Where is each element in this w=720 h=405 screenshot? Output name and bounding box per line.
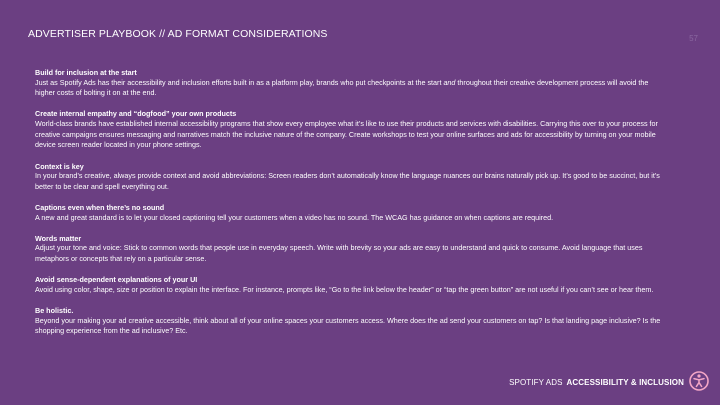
section-be-holistic bbox=[35, 306, 663, 337]
section-heading: Create internal empathy and “dogfood” your own products bbox=[35, 109, 237, 119]
section-internal-empathy bbox=[35, 109, 663, 150]
section-body: Just as Spotify Ads has their accessibility and inclusion efforts built in as a platform play, brands who put checkpoints at the start and throughout their creative development process will avoid the higher costs of bolting it on at the end. bbox=[35, 77, 649, 98]
section-heading: Build for inclusion at the start bbox=[35, 68, 137, 77]
footer-brand-prefix: SPOTIFY ADS bbox=[509, 378, 563, 387]
section-sense-dependent bbox=[35, 275, 663, 295]
section-words-matter bbox=[35, 234, 663, 265]
content-body bbox=[35, 68, 663, 348]
section-heading: Be holistic. bbox=[35, 306, 74, 316]
section-body: World-class brands have established internal accessibility programs that show every employee what it’s like to use their products and services with disabilities. Carrying this over to your process for creative campaigns ensures messaging and narratives match the inclusive nature of the company. Create workshops to test your online surfaces and ads for accessibility by turning on your mobile device screen reader located in your phone settings. bbox=[35, 118, 658, 150]
accessibility-icon bbox=[689, 371, 709, 391]
section-heading: Avoid sense-dependent explanations of your UI bbox=[35, 275, 198, 285]
section-heading: Words matter bbox=[35, 233, 82, 243]
section-body: Avoid using color, shape, size or position to explain the interface. For instance, prompts like, “Go to the link below the header” or “tap the green button” are not useful if you can’t see or hear them. bbox=[35, 284, 654, 294]
section-heading: Context is key bbox=[35, 161, 84, 171]
section-heading: Captions even when there’s no sound bbox=[35, 203, 165, 213]
section-captions bbox=[35, 203, 663, 223]
section-body: Beyond your making your ad creative accessible, think about all of your online spaces your customers access. Where does the ad send your customers on tap? Is that landing page inclusive? Is the shopping experience from the ad inclusive? Etc. bbox=[35, 315, 661, 336]
page-title: ADVERTISER PLAYBOOK // AD FORMAT CONSIDERATIONS bbox=[28, 28, 328, 40]
section-context bbox=[35, 162, 663, 193]
footer-brand bbox=[509, 378, 684, 387]
footer-brand-strong: ACCESSIBILITY & INCLUSION bbox=[566, 378, 684, 387]
section-body: A new and great standard is to let your closed captioning tell your customers when a video has no sound. The WCAG has guidance on when captions are required. bbox=[35, 212, 554, 222]
section-body: In your brand’s creative, always provide context and avoid abbreviations: Screen readers don’t automatically know the language nuances our brains naturally pick up. It’s good to be succinct, but it’s better to be clear and spell everything out. bbox=[35, 171, 660, 191]
page-number: 57 bbox=[689, 34, 698, 43]
section-body: Adjust your tone and voice: Stick to common words that people use in everyday speech. Write with brevity so your ads are easy to understand and quick to consume. Avoid language that uses metaphors or concepts that rely on a particular sense. bbox=[35, 243, 643, 264]
section-build-for-inclusion bbox=[35, 68, 663, 99]
